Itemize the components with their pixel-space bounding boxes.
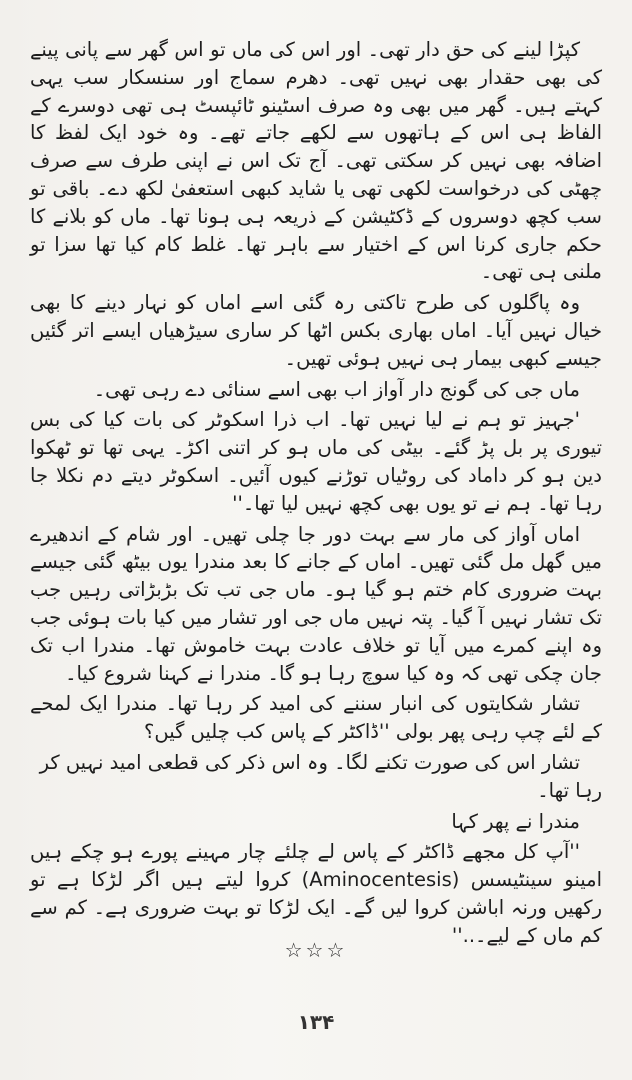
text-line: کپڑا لینے کی حق دار تھی۔ اور اس کی ماں تو اس گھر سے پانی پینے کی بھی حقدار بھی نہیں xyxy=(30,38,602,89)
section-break-stars: ☆☆☆ xyxy=(284,938,348,962)
text-line: دم نکلا جا رہا تھا۔ ہم نے تو یوں بھی کچھ نہیں لیا تھا۔'' xyxy=(30,463,602,515)
text-line: ایک لڑکا تو بہت ضروری ہے۔ کم سے کم ماں کے لیے۔..'' xyxy=(30,895,602,947)
text-line: تشار اس کی صورت تکنے لگا۔ وہ اس ذکر کی قطعی امید نہیں کر رہا تھا۔ xyxy=(39,750,602,802)
text-line: مندرا نے پھر کہا xyxy=(451,809,580,833)
text-line: (Aminocentesis) کروا لیتے ہیں اگر لڑکا ہے تو رکھیں ورنہ اباشن کروا لیں گے۔ xyxy=(30,868,602,919)
text-line: کر سکتی تھی۔ آج تک اس نے اپنی طرف سے صرف چھٹی کی درخواست لکھی تھی یا شاید xyxy=(30,149,603,200)
quote-paragraph xyxy=(30,406,602,517)
text-line: تب تک بڑبڑاتی رہیں جب تک تشار نہیں آ گیا۔ پتہ نہیں ماں جی اور تشار میں کیا بات ہوئی xyxy=(30,578,602,629)
text-line: ''آپ کل مجھے ڈاکٹر کے پاس لے چلئے چار مہینے پورے ہو چکے ہیں امینو سینٹیسس xyxy=(30,840,602,892)
text-line: بولی ''ڈاکٹر کے پاس کب چلیں گیں؟ xyxy=(144,720,434,744)
paragraph xyxy=(30,690,602,746)
paragraph xyxy=(30,36,602,286)
text-line: ماں جی کی گونج دار آواز اب بھی اسے سنائی دے رہی تھی۔ xyxy=(93,377,580,401)
text-line: تشار شکایتوں کی انبار سننے کی امید کر رہا تھا۔ مندرا ایک لمحے کے لئے چپ رہی پھر xyxy=(30,692,602,744)
text-line: تھیں۔ اماں کے جانے کا بعد مندرا یوں بیٹھ گئی جیسے بہت ضروری کام ختم ہو گیا ہو۔ ماں جی xyxy=(30,550,602,602)
text-line: اماں آواز کی مار سے بہت دور جا چلی تھیں۔ اور شام کے اندھیرے میں گھل مل گئی xyxy=(30,522,603,574)
text-line: کبھی استعفیٰ لکھ دے۔ باقی تو سب کچھ دوسروں کے ڈکٹیشن کے ذریعہ ہی ہونا تھا۔ ماں کو xyxy=(30,176,602,228)
paragraph xyxy=(30,289,602,372)
quote-paragraph xyxy=(30,838,602,949)
paragraph xyxy=(30,749,602,805)
text-line: بلانے کا حکم جاری کرنا اس کے اختیار سے باہر تھا۔ غلط کام کیا تھا سزا تو ملنی ہی تھی۔ xyxy=(30,204,602,284)
text-line: جب وہ اپنے کمرے میں آیا تو خلاف عادت بہت خاموش تھا۔ مندرا اب تک جان چکی تھی کہ xyxy=(30,605,602,685)
text-line: وہ پاگلوں کی طرح تاکتی رہ گئی اسے اماں کو نہار دینے کا بھی خیال نہیں آیا۔ اماں بھاری xyxy=(30,291,602,342)
paragraph xyxy=(30,376,602,404)
paragraph xyxy=(30,808,602,836)
text-line: ماں ہو کر اتنی اکڑ۔ یہی تھا تو ٹھکوا دین ہو کر داماد کی روٹیاں توڑنے کیوں آئیں۔ اسکوٹر دیتے xyxy=(30,436,602,487)
text-line: بکس اٹھا کر ساری سیڑھیاں ایسے اتر گئیں جیسے کبھی بیمار ہی نہیں ہوئی تھیں۔ xyxy=(30,318,602,370)
page-body-text xyxy=(30,36,602,953)
text-line: 'جہیز تو ہم نے لیا نہیں تھا۔ اب ذرا اسکوٹر کی بات کیا کی بس تیوری پر بل پڑ گئے۔ بیٹی کی xyxy=(30,408,602,460)
text-line: تھی۔ دھرم سماج اور سنسکار سب یہی کہتے ہیں۔ گھر میں بھی وہ صرف اسٹینو ٹائپسٹ ہی تھی xyxy=(30,65,602,117)
text-line: وہ کیا سوچ رہا ہو گا۔ مندرا نے کہنا شروع کیا۔ xyxy=(65,661,455,685)
text-line: دوسرے کے الفاظ ہی اس کے ہاتھوں سے لکھے جاتے تھے۔ وہ خود ایک لفظ کا اضافہ بھی نہیں xyxy=(30,93,602,173)
page-number: ۱۳۴ xyxy=(297,1010,335,1034)
paragraph xyxy=(30,521,602,688)
